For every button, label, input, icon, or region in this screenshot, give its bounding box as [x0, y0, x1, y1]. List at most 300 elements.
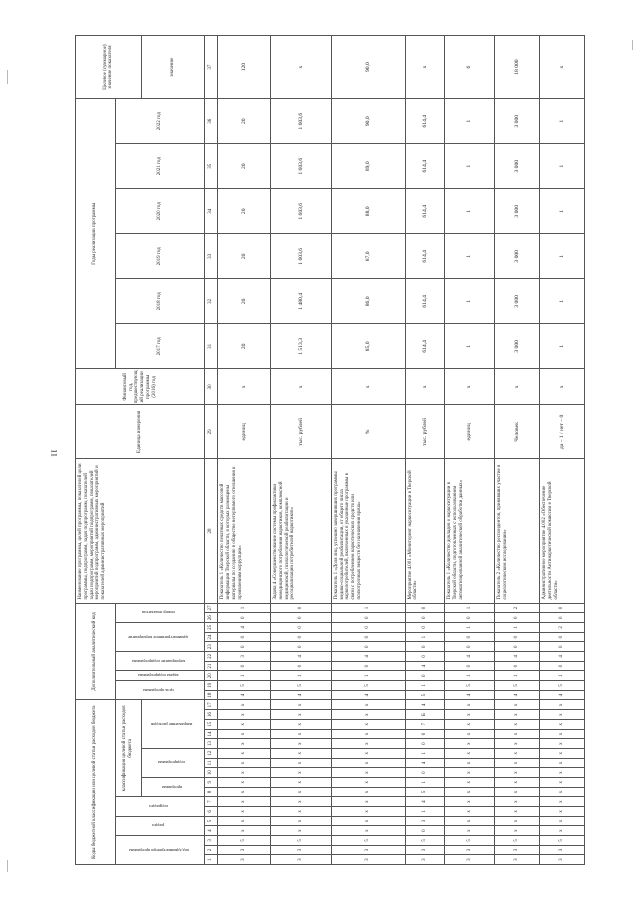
code-cell: 4: [218, 623, 271, 633]
row-year-value: 1 603,6: [271, 189, 332, 234]
code-cell: x: [271, 710, 332, 720]
code-cell: 0: [271, 632, 332, 642]
code-cell: x: [540, 710, 585, 720]
code-cell: 5: [540, 835, 585, 845]
code-cell: 0: [271, 642, 332, 652]
code-cell: x: [495, 748, 540, 758]
row-year-value: 1: [445, 234, 495, 279]
code-cell: x: [271, 806, 332, 816]
code-cell: 0: [271, 623, 332, 633]
code-cell: 0: [445, 642, 495, 652]
table-row: [331, 36, 405, 865]
code-cell: x: [445, 777, 495, 787]
code-cell: 0: [445, 661, 495, 671]
row-fin-year: x: [405, 369, 445, 405]
code-cell: x: [445, 787, 495, 797]
code-cell: 3: [445, 845, 495, 855]
column-number: 27: [205, 603, 218, 613]
code-cell: x: [271, 797, 332, 807]
code-cell: x: [445, 739, 495, 749]
code-cell: x: [271, 719, 332, 729]
code-cell: 4: [495, 652, 540, 662]
row-year-value: 1 603,6: [271, 234, 332, 279]
row-year-value: 1: [540, 279, 585, 324]
column-number: 17: [205, 700, 218, 710]
table-header-row: [76, 36, 116, 865]
scan-mark: [632, 40, 633, 50]
code-cell: x: [331, 787, 405, 797]
code-cell: x: [218, 739, 271, 749]
header-program: [141, 777, 204, 796]
header-program-goal: [115, 681, 205, 700]
code-cell: 1: [405, 806, 445, 816]
table-row: [495, 36, 540, 865]
row-unit: Человек: [495, 405, 540, 459]
code-cell: 0: [218, 661, 271, 671]
code-cell: 0: [540, 642, 585, 652]
code-cell: 4: [540, 652, 585, 662]
code-cell: x: [271, 768, 332, 778]
row-fin-year: x: [495, 369, 540, 405]
code-cell: 1: [495, 671, 540, 681]
header-subprogram-task-text: задача подпрограммы: [138, 673, 179, 679]
code-cell: 5: [218, 681, 271, 691]
row-year-value: 614,4: [405, 324, 445, 369]
code-cell: 1: [405, 748, 445, 758]
column-number: 5: [205, 816, 218, 826]
code-cell: 3: [540, 855, 585, 865]
row-target: 120: [218, 36, 271, 99]
code-cell: 0: [540, 603, 585, 613]
code-cell: 4: [271, 652, 332, 662]
code-cell: x: [495, 806, 540, 816]
code-cell: 3: [331, 855, 405, 865]
code-cell: 4: [540, 690, 585, 700]
column-number: 3: [205, 835, 218, 845]
code-cell: 3: [495, 845, 540, 855]
row-year-value: 20: [218, 234, 271, 279]
code-cell: x: [218, 777, 271, 787]
code-cell: 0: [495, 661, 540, 671]
row-year-value: 3 000: [495, 99, 540, 144]
code-cell: x: [445, 806, 495, 816]
column-number: 37: [205, 36, 218, 99]
code-cell: 0: [405, 768, 445, 778]
column-number: 31: [205, 324, 218, 369]
code-cell: 3: [271, 845, 332, 855]
row-year-value: 3 000: [495, 279, 540, 324]
code-cell: x: [495, 700, 540, 710]
code-cell: x: [540, 768, 585, 778]
row-target: x: [405, 36, 445, 99]
code-cell: 4: [405, 700, 445, 710]
column-number: 15: [205, 719, 218, 729]
row-fin-year: x: [271, 369, 332, 405]
code-cell: 1: [331, 671, 405, 681]
code-cell: 1: [405, 632, 445, 642]
code-cell: 5: [495, 681, 540, 691]
column-number: 25: [205, 623, 218, 633]
code-cell: x: [331, 719, 405, 729]
row-year-value: 1 603,6: [271, 144, 332, 189]
code-cell: 0: [405, 652, 445, 662]
column-numbers-row: [205, 36, 218, 865]
code-cell: 0: [271, 603, 332, 613]
row-name: Показатель 2 «Количество респондентов, принявших участие в социологическом исследовании»: [495, 459, 540, 603]
code-cell: x: [331, 758, 405, 768]
row-year-value: 614,4: [405, 279, 445, 324]
code-cell: x: [445, 729, 495, 739]
code-cell: 4: [445, 652, 495, 662]
code-cell: x: [540, 777, 585, 787]
row-year-value: 20: [218, 189, 271, 234]
code-cell: 0: [405, 671, 445, 681]
code-cell: 3: [271, 855, 332, 865]
column-number: 29: [205, 405, 218, 459]
row-target: x: [540, 36, 585, 99]
code-cell: x: [495, 710, 540, 720]
column-number: 11: [205, 758, 218, 768]
code-cell: 0: [331, 632, 405, 642]
column-number: 18: [205, 690, 218, 700]
code-cell: x: [218, 748, 271, 758]
code-cell: x: [540, 826, 585, 836]
code-cell: x: [331, 768, 405, 778]
row-year-value: 89,0: [331, 144, 405, 189]
column-number: 4: [205, 826, 218, 836]
header-year: 2021 год: [115, 144, 205, 189]
code-cell: 1: [331, 603, 405, 613]
column-number: 2: [205, 845, 218, 855]
code-cell: x: [218, 816, 271, 826]
code-cell: 4: [331, 690, 405, 700]
header-unit: Единица измерения: [76, 405, 205, 459]
column-number: 8: [205, 787, 218, 797]
column-number: 24: [205, 632, 218, 642]
code-cell: 0: [495, 632, 540, 642]
page-number: 11: [49, 449, 59, 457]
row-year-value: 614,4: [405, 234, 445, 279]
code-cell: x: [331, 700, 405, 710]
row-year-value: 1: [445, 279, 495, 324]
column-number: 19: [205, 681, 218, 691]
scan-mark: [7, 70, 8, 84]
code-cell: 1: [218, 671, 271, 681]
code-cell: 1: [445, 671, 495, 681]
row-unit: тыс. рублей: [405, 405, 445, 459]
code-cell: 0: [405, 729, 445, 739]
table-row: [271, 36, 332, 865]
header-target-article: классификация целевой статьи расходов бюджета: [115, 700, 141, 797]
row-fin-year: x: [540, 369, 585, 405]
code-cell: 5: [540, 681, 585, 691]
code-cell: 3: [218, 652, 271, 662]
code-cell: 1: [405, 681, 445, 691]
header-subprogram-task: [115, 671, 205, 681]
row-year-value: 87,0: [331, 234, 405, 279]
column-number: 34: [205, 189, 218, 234]
code-cell: 5: [445, 835, 495, 845]
code-cell: 0: [405, 642, 445, 652]
row-year-value: 1: [540, 189, 585, 234]
code-cell: x: [218, 826, 271, 836]
code-cell: 2: [495, 603, 540, 613]
header-admin-measure-text: административное мероприятие: [128, 634, 189, 640]
code-cell: x: [271, 758, 332, 768]
header-target-value: значение: [141, 36, 204, 99]
code-cell: 5: [271, 835, 332, 845]
row-name: Показатель 1 «Количество печатных средств массовой информации Тверской области, в которых размещены материалы по созданию в обществе нетерпимого отношения к проявлениям коррупции»: [218, 459, 271, 603]
header-subprogram: [141, 748, 204, 777]
row-year-value: 85,0: [331, 324, 405, 369]
code-cell: 3: [405, 855, 445, 865]
code-cell: 3: [405, 845, 445, 855]
header-budget-codes: Коды бюджетной классификации или целевой статьи расходов бюджета: [76, 700, 116, 865]
code-cell: x: [218, 700, 271, 710]
code-cell: x: [540, 806, 585, 816]
header-program-text: программа: [161, 784, 182, 790]
header-years-group: Годы реализации программы: [76, 99, 116, 369]
code-cell: x: [495, 816, 540, 826]
row-name: Административное мероприятие 4.002 «Обеспечение деятельности Антинаркотической комиссии в Тверской области»: [540, 459, 585, 603]
code-cell: x: [445, 826, 495, 836]
code-cell: x: [495, 787, 540, 797]
code-cell: 2: [540, 623, 585, 633]
code-cell: 0: [271, 613, 332, 623]
header-fin-year: Финансовый год, предшествующий реализации программы (2016) год: [76, 369, 205, 405]
code-cell: x: [445, 700, 495, 710]
code-cell: 5: [271, 681, 332, 691]
code-cell: 3: [495, 855, 540, 865]
code-cell: x: [445, 797, 495, 807]
code-cell: x: [218, 758, 271, 768]
code-cell: x: [331, 729, 405, 739]
row-year-value: 1: [540, 324, 585, 369]
row-year-value: 1 603,6: [271, 99, 332, 144]
header-admin-code: [115, 835, 205, 864]
code-cell: 5: [405, 835, 445, 845]
code-cell: 5: [331, 835, 405, 845]
code-cell: x: [540, 787, 585, 797]
code-cell: 4: [495, 690, 540, 700]
row-target: 90,0: [331, 36, 405, 99]
code-cell: 0: [331, 623, 405, 633]
code-cell: 0: [540, 632, 585, 642]
header-subprogram-measure-text: мероприятие подпрограммы: [131, 658, 186, 664]
code-cell: x: [495, 777, 540, 787]
scan-mark: [7, 860, 8, 872]
code-cell: 0: [218, 613, 271, 623]
row-fin-year: x: [218, 369, 271, 405]
column-number: 26: [205, 613, 218, 623]
code-cell: 1: [540, 671, 585, 681]
code-cell: x: [218, 797, 271, 807]
code-cell: 0: [218, 632, 271, 642]
code-cell: x: [495, 797, 540, 807]
code-cell: 1: [445, 623, 495, 633]
row-unit: единиц: [218, 405, 271, 459]
code-cell: x: [331, 710, 405, 720]
code-cell: x: [271, 777, 332, 787]
code-cell: x: [271, 816, 332, 826]
row-name: Показатель 1 «Количество докладов о наркоситуации в Тверской области, подготовленных с использованием автоматизированной аналитической обработки данных»: [445, 459, 495, 603]
code-cell: 3: [540, 845, 585, 855]
header-indicator-number: [115, 603, 205, 623]
code-cell: 5: [331, 681, 405, 691]
column-number: 13: [205, 739, 218, 749]
code-cell: 0: [405, 826, 445, 836]
code-cell: 4: [218, 690, 271, 700]
row-year-value: 1: [445, 144, 495, 189]
code-cell: 3: [331, 845, 405, 855]
column-number: 1: [205, 855, 218, 865]
code-cell: 0: [331, 661, 405, 671]
code-cell: 5: [218, 835, 271, 845]
column-number: 10: [205, 768, 218, 778]
code-cell: x: [331, 826, 405, 836]
header-program-goal-text: цель программы: [143, 687, 174, 693]
row-year-value: 20: [218, 144, 271, 189]
code-cell: x: [218, 806, 271, 816]
column-number: 30: [205, 369, 218, 405]
code-cell: x: [445, 748, 495, 758]
code-cell: x: [271, 787, 332, 797]
header-names: Наименование программы, целей программы, показателей цели программы, подпрограмм, задач подпрограмм, показателей задач подпрограмм, мероприятий подпрограмм, показателей мероприятий подпрограмм, административных мероприятий и показателей административных мероприятий: [76, 459, 205, 603]
row-year-value: 1: [445, 99, 495, 144]
row-year-value: 20: [218, 99, 271, 144]
header-section-text: раздел: [152, 823, 165, 829]
code-cell: x: [331, 797, 405, 807]
code-cell: 0: [218, 642, 271, 652]
row-name: Задача 4 «Совершенствование системы профилактики немедицинского потребления наркотиков, комплексной медицинской, психологической реабилитации и ресоциализации потребителей наркотиков»: [271, 459, 332, 603]
header-admin-code-text: код администратора программы: [128, 847, 189, 853]
code-cell: x: [331, 748, 405, 758]
rotated-table-container: [75, 35, 585, 865]
code-cell: x: [540, 729, 585, 739]
header-additional-codes: Дополнительный аналитический код: [76, 603, 116, 700]
column-number: 28: [205, 459, 218, 603]
code-cell: x: [540, 816, 585, 826]
code-cell: x: [540, 797, 585, 807]
code-cell: x: [271, 748, 332, 758]
code-cell: x: [271, 739, 332, 749]
code-cell: 5: [405, 690, 445, 700]
code-cell: x: [495, 739, 540, 749]
code-cell: Б: [405, 710, 445, 720]
row-year-value: 1: [540, 144, 585, 189]
code-cell: x: [495, 719, 540, 729]
code-cell: x: [218, 710, 271, 720]
code-cell: 0: [445, 632, 495, 642]
row-fin-year: x: [331, 369, 405, 405]
code-cell: x: [445, 816, 495, 826]
column-number: 20: [205, 671, 218, 681]
table-row: [445, 36, 495, 865]
code-cell: x: [271, 826, 332, 836]
code-cell: 0: [331, 642, 405, 652]
code-cell: 4: [445, 690, 495, 700]
header-expense-direction-text: направление расходов: [151, 721, 193, 727]
column-number: 14: [205, 729, 218, 739]
row-target: 6: [445, 36, 495, 99]
column-number: 22: [205, 652, 218, 662]
header-subprogram-measure: [115, 652, 205, 671]
code-cell: 0: [495, 642, 540, 652]
code-cell: 4: [271, 690, 332, 700]
code-cell: x: [445, 758, 495, 768]
column-number: 9: [205, 777, 218, 787]
code-cell: 3: [218, 855, 271, 865]
column-number: 35: [205, 144, 218, 189]
table-row: [540, 36, 585, 865]
code-cell: x: [218, 787, 271, 797]
code-cell: 0: [540, 613, 585, 623]
code-cell: 1: [445, 603, 495, 613]
table-row: [405, 36, 445, 865]
header-indicator-number-text: номер показателя: [142, 610, 175, 616]
code-cell: x: [331, 816, 405, 826]
code-cell: x: [331, 806, 405, 816]
header-year: 2022 год: [115, 99, 205, 144]
row-year-value: 1: [540, 234, 585, 279]
code-cell: 0: [495, 613, 540, 623]
code-cell: 0: [445, 613, 495, 623]
row-unit: да – 1 / нет – 0: [540, 405, 585, 459]
row-year-value: 1: [445, 189, 495, 234]
row-target: 18 000: [495, 36, 540, 99]
code-cell: 1: [495, 623, 540, 633]
row-year-value: 3 000: [495, 324, 540, 369]
code-cell: x: [271, 700, 332, 710]
header-section: [115, 816, 205, 835]
code-cell: 0: [405, 739, 445, 749]
code-cell: x: [218, 768, 271, 778]
row-name: Мероприятие 4.001 «Мониторинг наркоситуации в Тверской области»: [405, 459, 445, 603]
row-unit: единиц: [445, 405, 495, 459]
row-year-value: 1: [540, 99, 585, 144]
code-cell: x: [540, 700, 585, 710]
table-row: [218, 36, 271, 865]
code-cell: x: [540, 748, 585, 758]
header-subsection-text: подраздел: [149, 804, 168, 809]
header-subsection: [115, 797, 205, 816]
row-target: x: [271, 36, 332, 99]
row-name: Показатель 1 «Доля лиц, успешно завершивших программы медико-социальной реабилитации, от общего числа наркопотребителей, включенных в указанные программы в связи с потреблением наркотических средств или психотропных веществ без назначения врача»: [331, 459, 405, 603]
code-cell: 0: [405, 603, 445, 613]
row-year-value: 20: [218, 324, 271, 369]
code-cell: x: [540, 739, 585, 749]
header-subprogram-text: подпрограмма: [158, 760, 186, 766]
row-year-value: 1 513,3: [271, 324, 332, 369]
row-year-value: 1: [445, 324, 495, 369]
code-cell: x: [331, 777, 405, 787]
column-number: 6: [205, 806, 218, 816]
header-year: 2018 год: [115, 279, 205, 324]
code-cell: 5: [445, 681, 495, 691]
code-cell: 0: [405, 613, 445, 623]
code-cell: 3: [218, 845, 271, 855]
row-year-value: 614,4: [405, 144, 445, 189]
code-cell: 0: [405, 623, 445, 633]
column-number: 16: [205, 710, 218, 720]
code-cell: 7: [405, 719, 445, 729]
code-cell: x: [495, 758, 540, 768]
code-cell: x: [271, 729, 332, 739]
row-year-value: 614,4: [405, 189, 445, 234]
header-expense-direction: [141, 700, 204, 749]
code-cell: 1: [218, 603, 271, 613]
code-cell: 3: [445, 855, 495, 865]
